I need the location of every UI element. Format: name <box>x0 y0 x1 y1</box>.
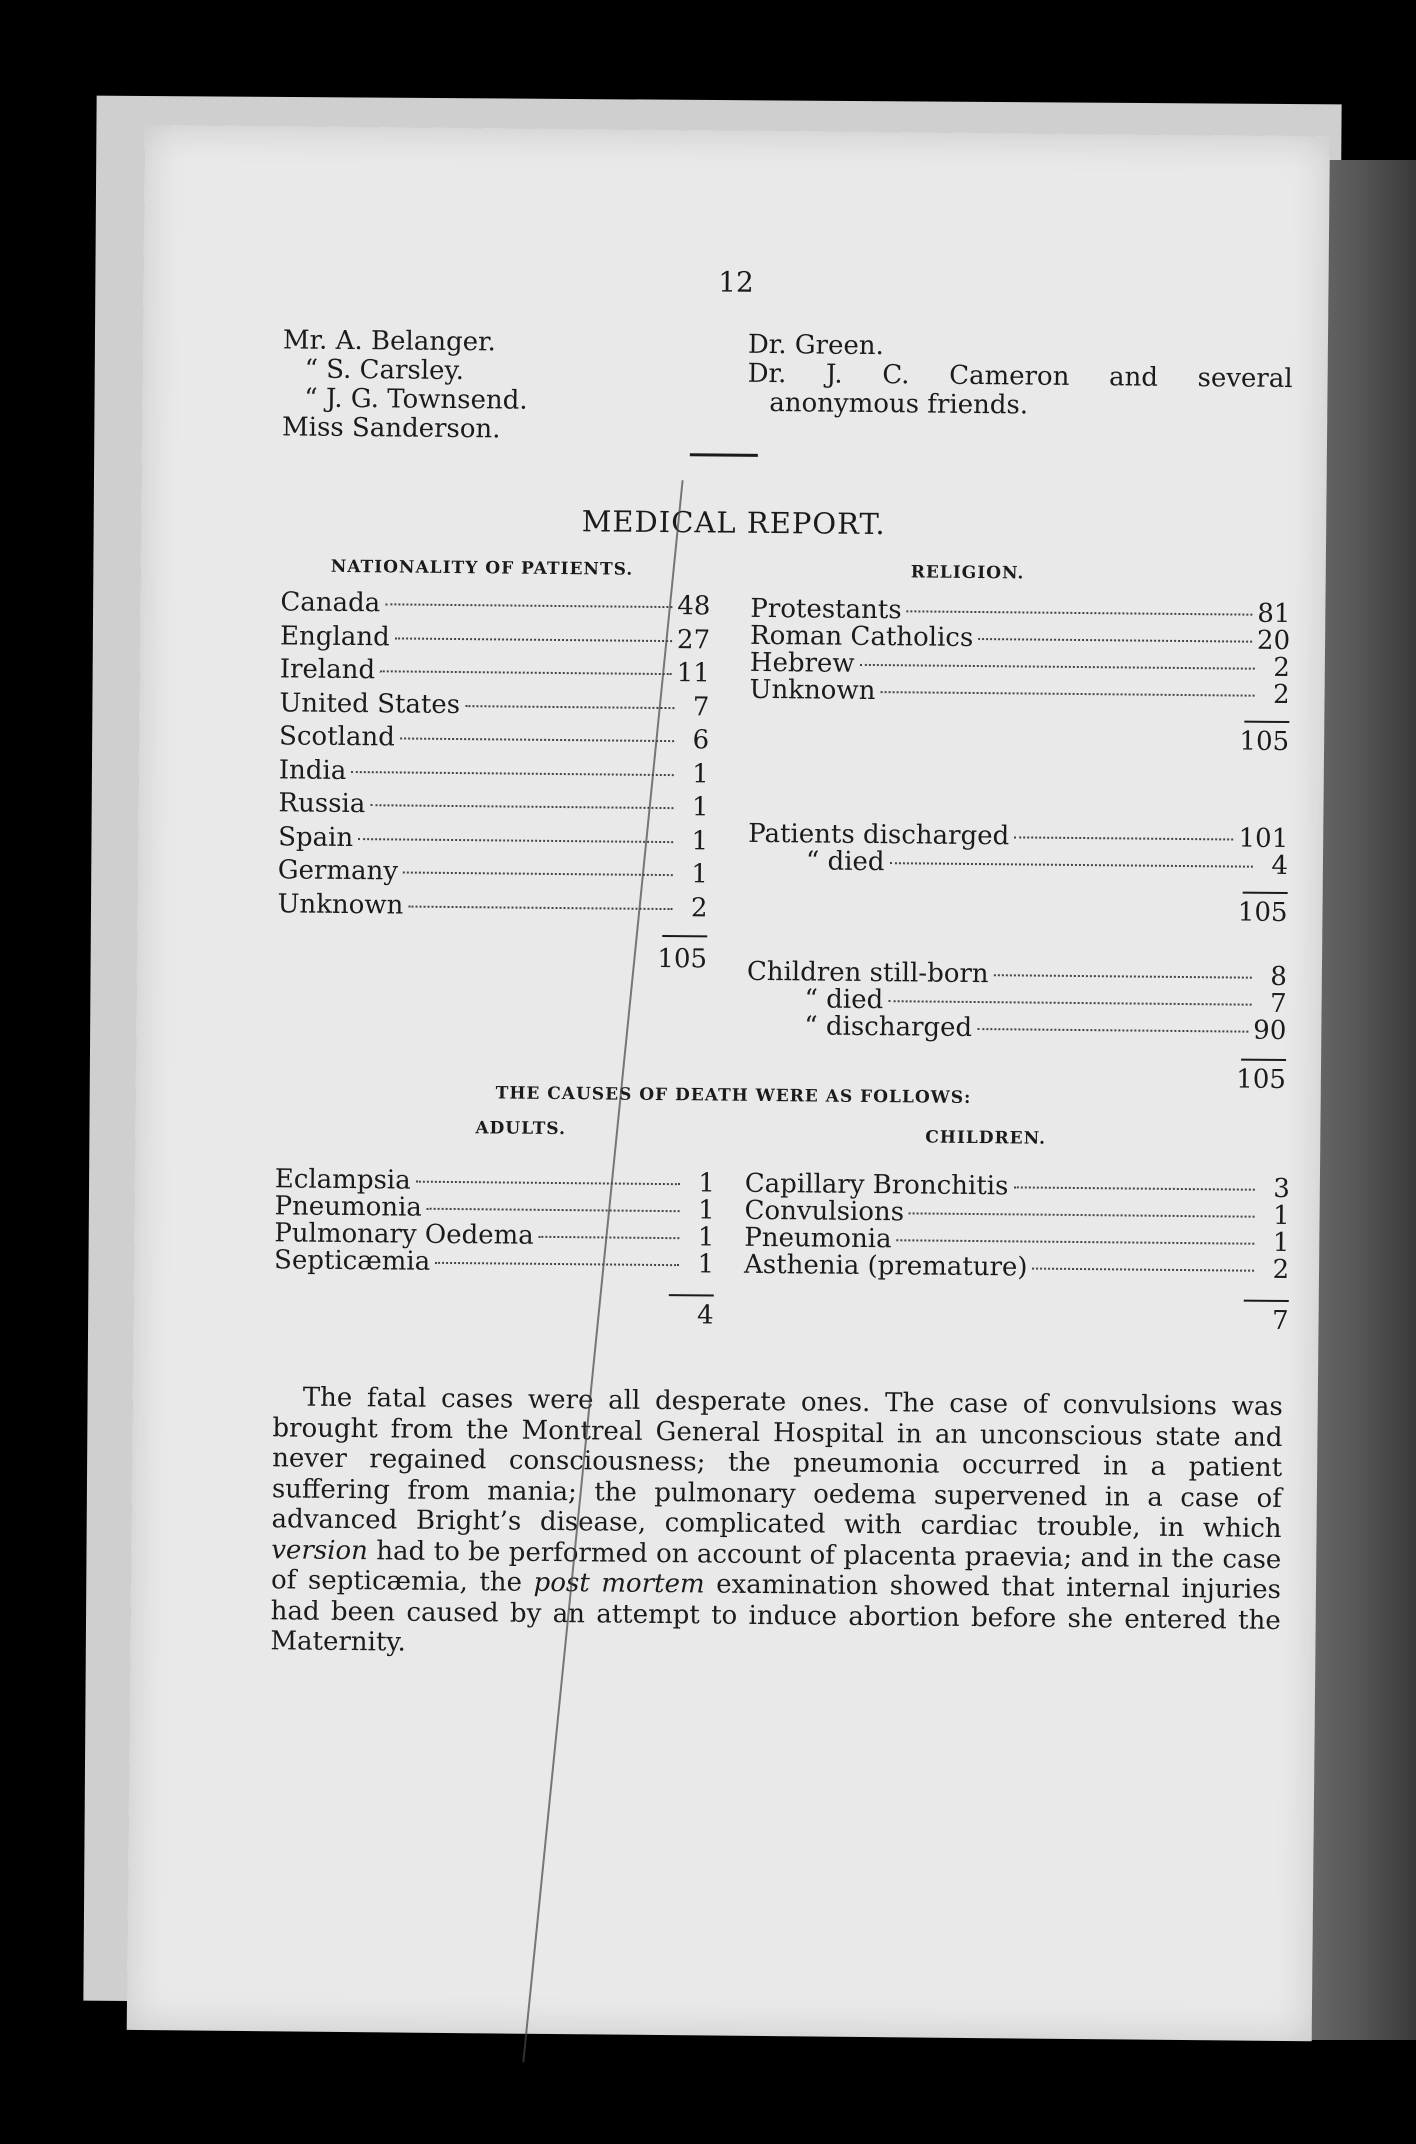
paragraph-text: The fatal cases were all desperate ones. The case of convulsions was brought from the Montreal General Hospital in an unconscious state and never regained consciousness; the pneumonia occurred in a patient suffering from mania; the pulmonary oedema supervened in a case of advanced Bright’s disease, complicated with cardiac trouble, in which <box>271 1382 1283 1544</box>
table-total: 105 <box>747 887 1287 927</box>
paragraph-text: examination showed that internal injuries had been caused by an attempt to induce abortion before she entered the Maternity. <box>270 1569 1282 1658</box>
row-label: Ireland <box>279 654 376 686</box>
row-value: 1 <box>691 859 708 890</box>
row-value: 1 <box>1272 1227 1290 1259</box>
row-value: 81 <box>1257 598 1291 630</box>
row-label: “ died <box>805 846 885 878</box>
donor-line: Mr. A. Belanger. <box>282 325 497 358</box>
row-label: Protestants <box>750 593 902 626</box>
donor-line: Dr. Green. <box>747 329 884 362</box>
row-value: 1 <box>697 1195 715 1226</box>
row-value: 1 <box>698 1168 716 1199</box>
table-row <box>277 888 707 926</box>
patients-table <box>747 818 1289 929</box>
body-paragraph <box>270 1382 1283 1666</box>
row-value: 27 <box>676 624 711 655</box>
donor-line: anonymous friends. <box>769 388 1029 421</box>
row-label: Asthenia (premature) <box>743 1249 1028 1283</box>
row-value: 20 <box>1256 625 1291 657</box>
table-row <box>279 720 709 758</box>
row-label: Eclampsia <box>274 1164 411 1196</box>
section-divider <box>690 453 758 457</box>
row-label: Spain <box>278 821 354 853</box>
row-label: Children still-born <box>746 956 989 990</box>
table-total: 7 <box>743 1295 1288 1335</box>
adults-heading: ADULTS. <box>475 1118 567 1140</box>
religion-heading: RELIGION. <box>910 562 1025 584</box>
causes-heading: THE CAUSES OF DEATH WERE AS FOLLOWS: <box>495 1083 972 1108</box>
table-row <box>279 687 709 725</box>
donors-left-column <box>282 326 528 444</box>
report-title: MEDICAL REPORT. <box>581 504 886 542</box>
row-value: 1 <box>691 825 709 856</box>
row-label: Canada <box>280 587 381 619</box>
row-label: Hebrew <box>749 647 855 679</box>
row-value: 1 <box>1272 1200 1290 1232</box>
row-value: 4 <box>1271 850 1289 882</box>
row-value: 1 <box>697 1249 715 1280</box>
row-value: 7 <box>692 691 710 722</box>
donor-line: Dr. J. C. Cameron and several <box>747 358 1293 395</box>
row-label: Capillary Bronchitis <box>744 1168 1009 1202</box>
table-row <box>743 1249 1290 1286</box>
page-number: 12 <box>718 265 754 299</box>
table-row <box>274 1247 714 1278</box>
table-row <box>280 653 710 691</box>
row-label: India <box>278 754 347 786</box>
row-label: Patients discharged <box>748 818 1010 852</box>
nationality-heading: NATIONALITY OF PATIENTS. <box>330 556 634 580</box>
children-heading: CHILDREN. <box>925 1127 1047 1149</box>
row-value: 1 <box>691 792 709 823</box>
row-label: Unknown <box>749 674 876 707</box>
row-label: Convulsions <box>744 1195 905 1228</box>
row-label: Septicæmia <box>273 1245 431 1277</box>
row-label: Roman Catholics <box>749 620 974 653</box>
row-value: 2 <box>690 892 708 923</box>
row-label: Pneumonia <box>744 1222 892 1255</box>
row-label: Germany <box>277 855 399 887</box>
table-row <box>749 674 1290 711</box>
row-value: 8 <box>1270 961 1288 992</box>
row-value: 11 <box>676 658 710 689</box>
row-label: Pneumonia <box>274 1191 423 1223</box>
table-row <box>746 1013 1286 1045</box>
row-label: “ discharged <box>804 1011 973 1043</box>
paragraph-text: had to be performed on account of placenta praevia; and in the case of septicæmia, the <box>270 1535 1282 1598</box>
row-value: 3 <box>1273 1173 1290 1205</box>
paragraph-italic: post mortem <box>533 1567 705 1600</box>
document-page <box>127 125 1330 2041</box>
row-label: “ died <box>804 984 884 1016</box>
row-label: Scotland <box>278 721 395 753</box>
row-label: Russia <box>278 788 366 820</box>
children-stats-table <box>746 956 1288 1095</box>
donor-line: “ S. Carsley. <box>304 354 465 387</box>
table-total: 105 <box>277 931 707 977</box>
table-row <box>280 620 710 658</box>
table-total: 105 <box>749 716 1289 756</box>
row-value: 90 <box>1253 1015 1287 1046</box>
row-value: 1 <box>692 758 709 789</box>
row-value: 7 <box>1269 988 1287 1019</box>
row-value: 2 <box>1273 652 1290 684</box>
table-row <box>748 848 1288 880</box>
table-row <box>279 754 709 792</box>
table-total: 105 <box>746 1054 1286 1094</box>
row-value: 101 <box>1238 823 1289 855</box>
donor-line: “ J. G. Townsend. <box>304 383 528 416</box>
children-causes-table <box>743 1168 1290 1337</box>
donors-right-column <box>747 331 1293 423</box>
adult-causes-table <box>273 1166 715 1329</box>
paragraph-italic: version <box>271 1534 369 1566</box>
row-label: United States <box>279 687 461 720</box>
donor-line: Miss Sanderson. <box>281 412 501 445</box>
row-label: England <box>279 620 390 652</box>
table-total: 4 <box>273 1290 713 1329</box>
table-row <box>278 787 708 825</box>
nationality-table <box>277 586 711 977</box>
row-value: 6 <box>692 725 710 756</box>
row-value: 2 <box>1272 679 1290 711</box>
row-label: Pulmonary Oedema <box>274 1218 534 1251</box>
row-value: 1 <box>697 1222 715 1253</box>
table-row <box>280 586 710 624</box>
row-value: 48 <box>677 591 711 622</box>
row-value: 2 <box>1272 1254 1290 1286</box>
religion-table <box>749 593 1291 758</box>
row-label: Unknown <box>277 888 404 921</box>
